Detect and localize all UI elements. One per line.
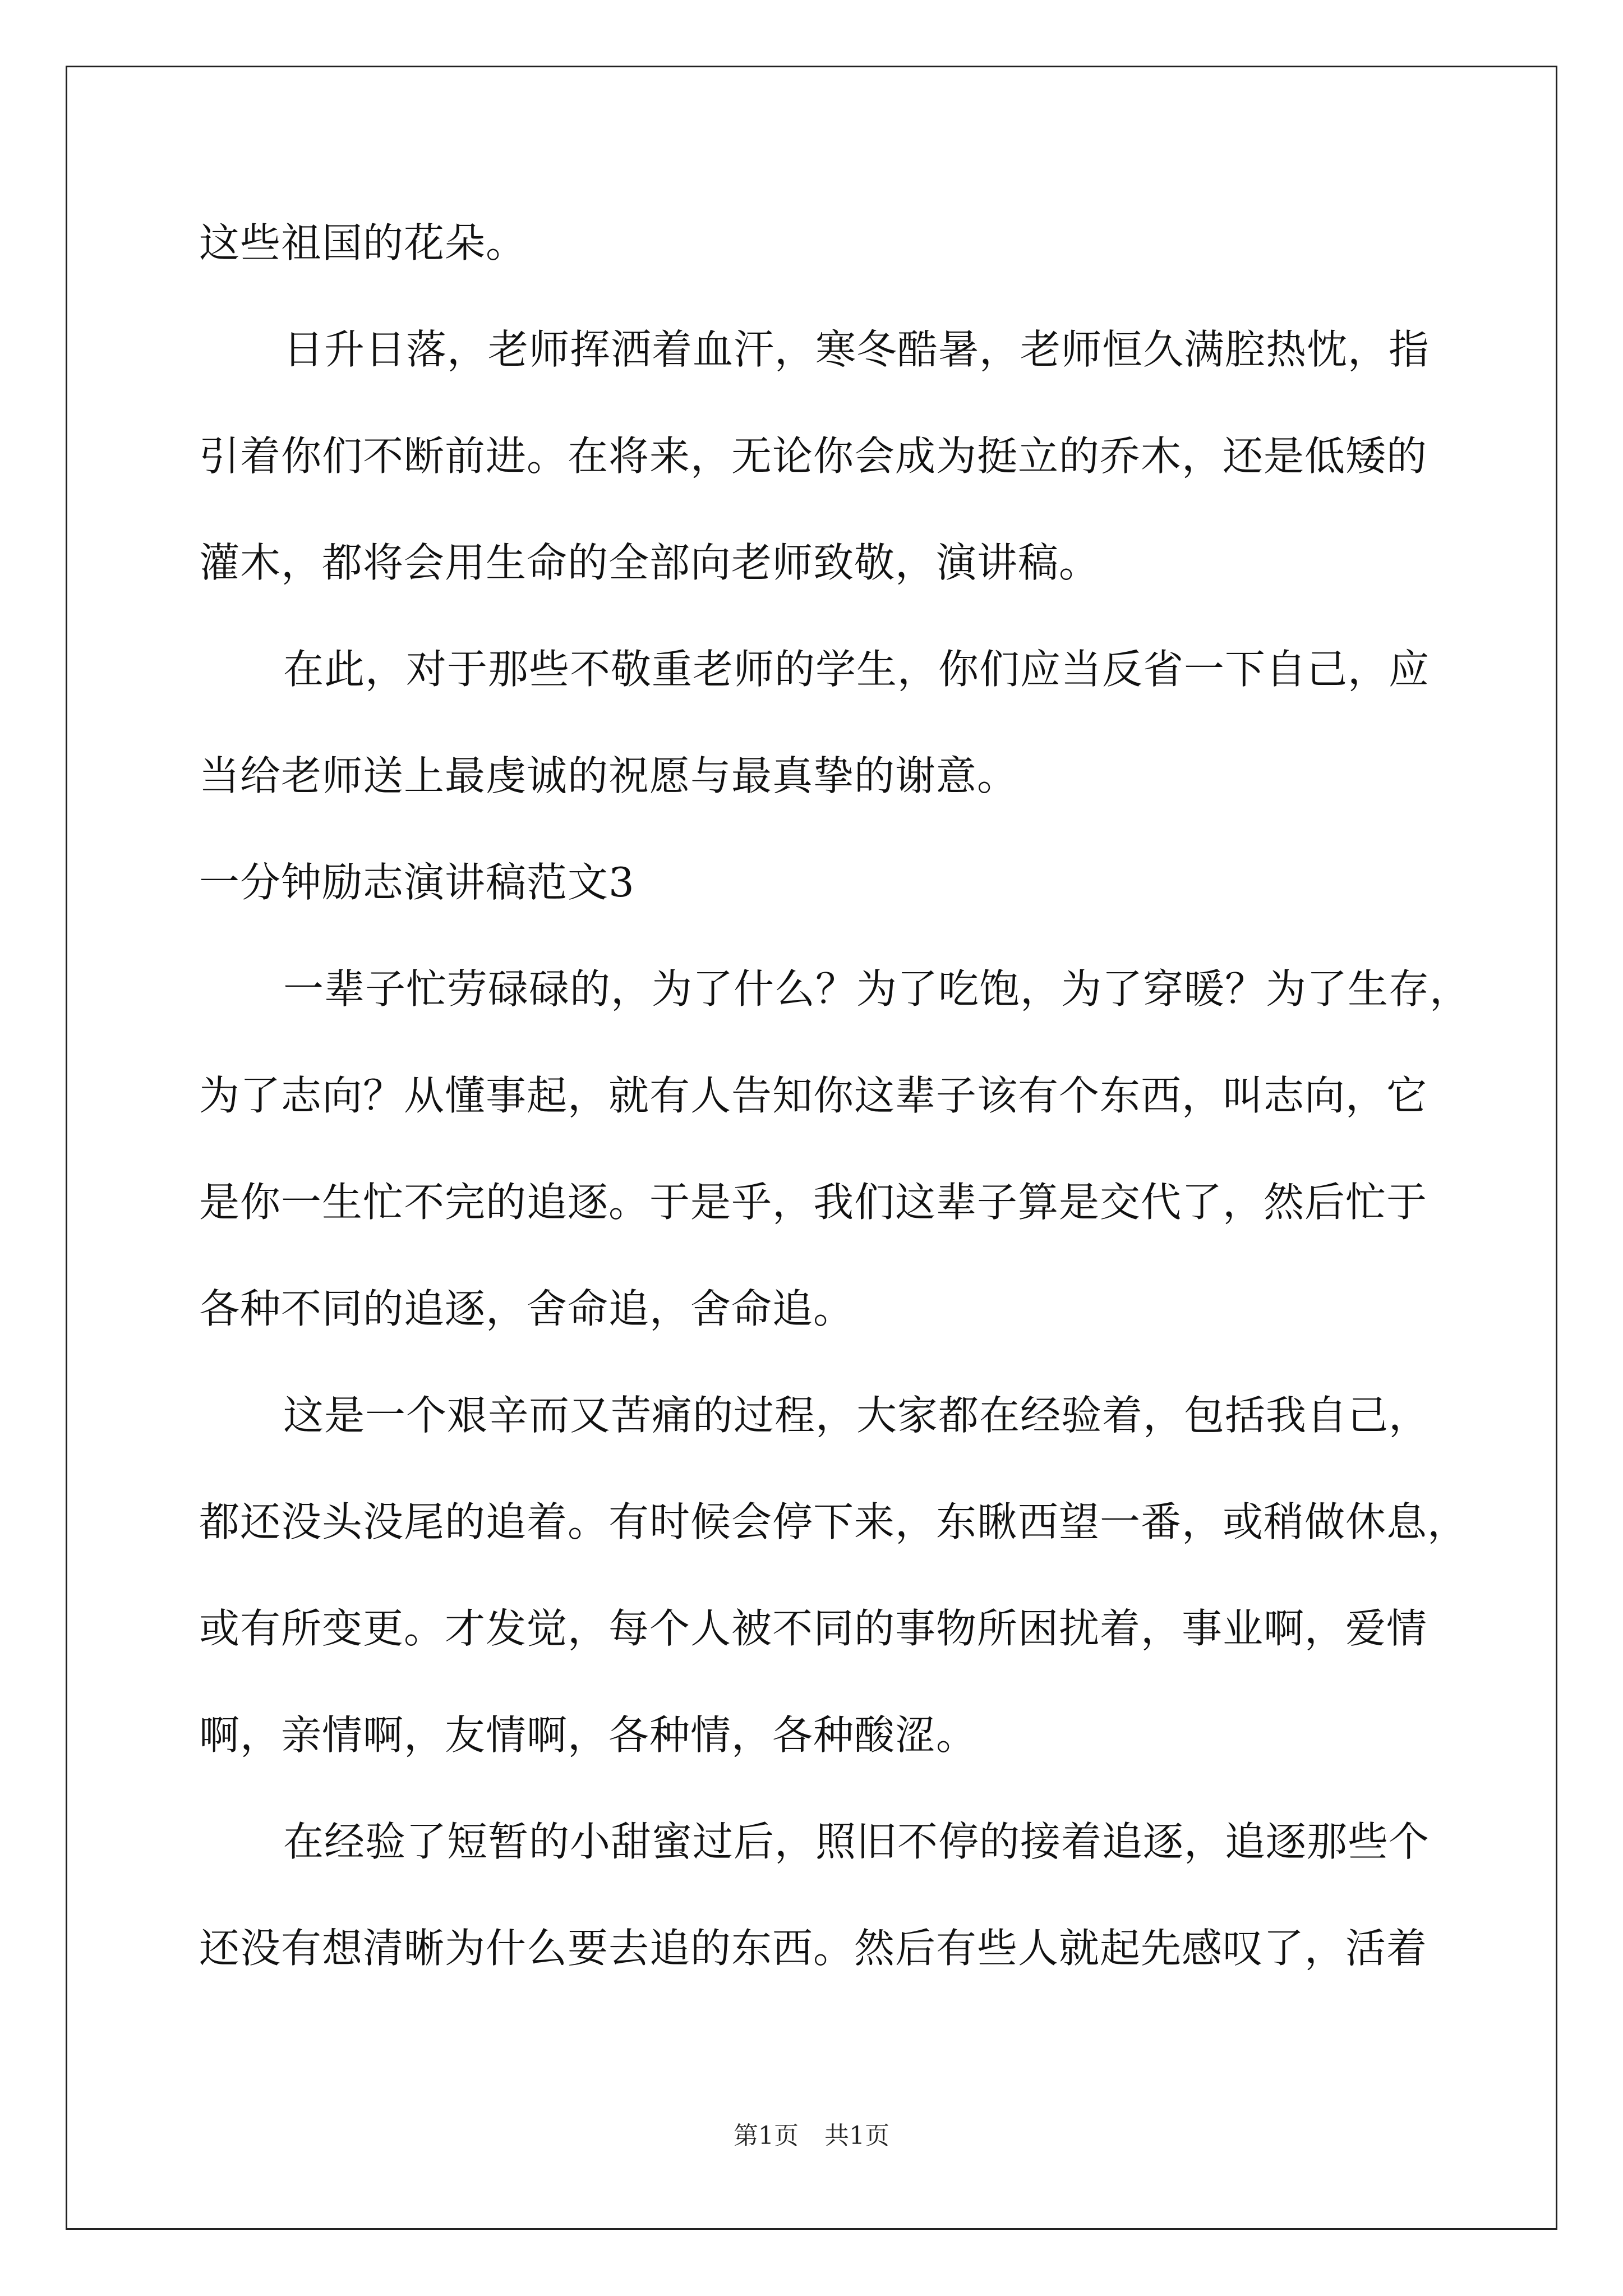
- text-line: 引着你们不断前进。在将来，无论你会成为挺立的乔木，还是低矮的: [199, 432, 1428, 480]
- page-footer: [0, 2119, 1623, 2153]
- paragraph-start: 日升日落，老师挥洒着血汗，寒冬酷暑，老师恒久满腔热忱，指: [283, 326, 1430, 373]
- text-line: 还没有想清晰为什么要去追的东西。然后有些人就起先感叹了，活着: [199, 1925, 1428, 1972]
- text-line: 为了志向？从懂事起，就有人告知你这辈子该有个东西，叫志向，它: [199, 1072, 1428, 1119]
- paragraph-start: 一辈子忙劳碌碌的，为了什么？为了吃饱，为了穿暖？为了生存，: [283, 965, 1471, 1013]
- text-line: 各种不同的追逐，舍命追，舍命追。: [199, 1285, 855, 1332]
- page-number: 第1页: [734, 2122, 799, 2150]
- text-line: 或有所变更。才发觉，每个人被不同的事物所困扰着，事业啊，爱情: [199, 1605, 1428, 1652]
- text-line: 啊，亲情啊，友情啊，各种情，各种酸涩。: [199, 1711, 978, 1759]
- paragraph-start: 在此，对于那些不敬重老师的学生，你们应当反省一下自己，应: [283, 646, 1430, 693]
- text-line: 是你一生忙不完的追逐。于是乎，我们这辈子算是交代了，然后忙于: [199, 1179, 1428, 1226]
- text-line: 都还没头没尾的追着。有时候会停下来，东瞅西望一番，或稍做休息，: [199, 1498, 1469, 1545]
- text-line: 当给老师送上最虔诚的祝愿与最真挚的谢意。: [199, 752, 1018, 799]
- text-line: 这些祖国的花朵。: [199, 219, 527, 266]
- section-heading: 一分钟励志演讲稿范文3: [199, 859, 635, 906]
- page-total: 共1页: [824, 2122, 889, 2150]
- page-border: [66, 66, 1557, 2230]
- paragraph-start: 这是一个艰辛而又苦痛的过程，大家都在经验着，包括我自己，: [283, 1392, 1430, 1439]
- text-line: 灌木，都将会用生命的全部向老师致敬，演讲稿。: [199, 539, 1100, 586]
- paragraph-start: 在经验了短暂的小甜蜜过后，照旧不停的接着追逐，追逐那些个: [283, 1818, 1430, 1865]
